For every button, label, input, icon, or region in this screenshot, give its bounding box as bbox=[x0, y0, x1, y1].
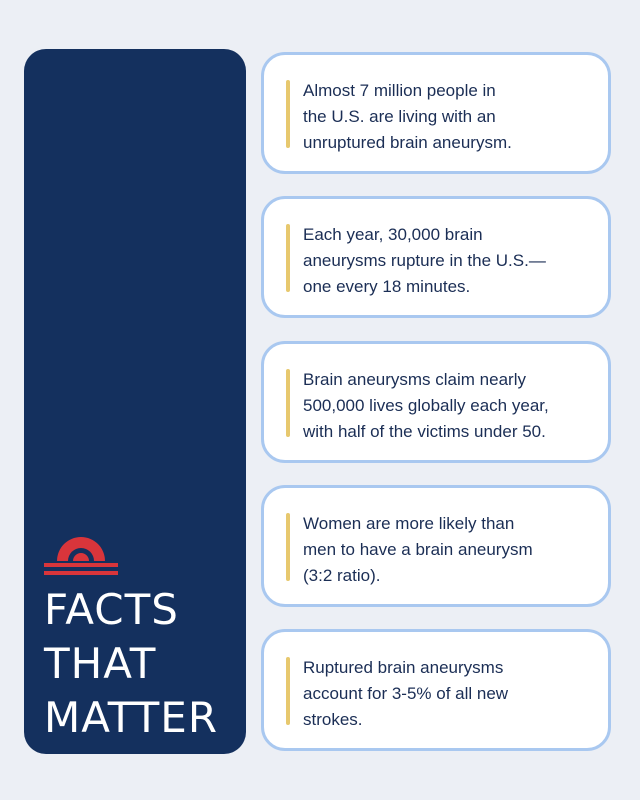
heading-line-2: THAT bbox=[44, 639, 157, 688]
accent-bar bbox=[286, 657, 290, 725]
fact-card-3 bbox=[261, 341, 611, 463]
fact-text: Ruptured brain aneurysms account for 3-5% of all new strokes. bbox=[303, 658, 509, 729]
fact-text: Women are more likely than men to have a brain aneurysm (3:2 ratio). bbox=[303, 514, 533, 585]
heading-line-1: FACTS bbox=[44, 585, 179, 634]
accent-bar bbox=[286, 513, 290, 581]
fact-text: Brain aneurysms claim nearly 500,000 lives globally each year, with half of the victims under 50. bbox=[303, 370, 549, 441]
side-panel bbox=[24, 49, 246, 754]
heading-line-3: MATTER bbox=[44, 693, 218, 742]
sunrise-logo-icon bbox=[44, 527, 118, 577]
fact-card-1 bbox=[261, 52, 611, 174]
fact-text: Each year, 30,000 brain aneurysms rupture in the U.S.— one every 18 minutes. bbox=[303, 225, 546, 296]
accent-bar bbox=[286, 80, 290, 148]
fact-card-2 bbox=[261, 196, 611, 318]
fact-card-4 bbox=[261, 485, 611, 607]
accent-bar bbox=[286, 224, 290, 292]
accent-bar bbox=[286, 369, 290, 437]
fact-card-5 bbox=[261, 629, 611, 751]
facts-that-matter-heading bbox=[44, 583, 218, 745]
fact-text: Almost 7 million people in the U.S. are living with an unruptured brain aneurysm. bbox=[303, 81, 512, 152]
